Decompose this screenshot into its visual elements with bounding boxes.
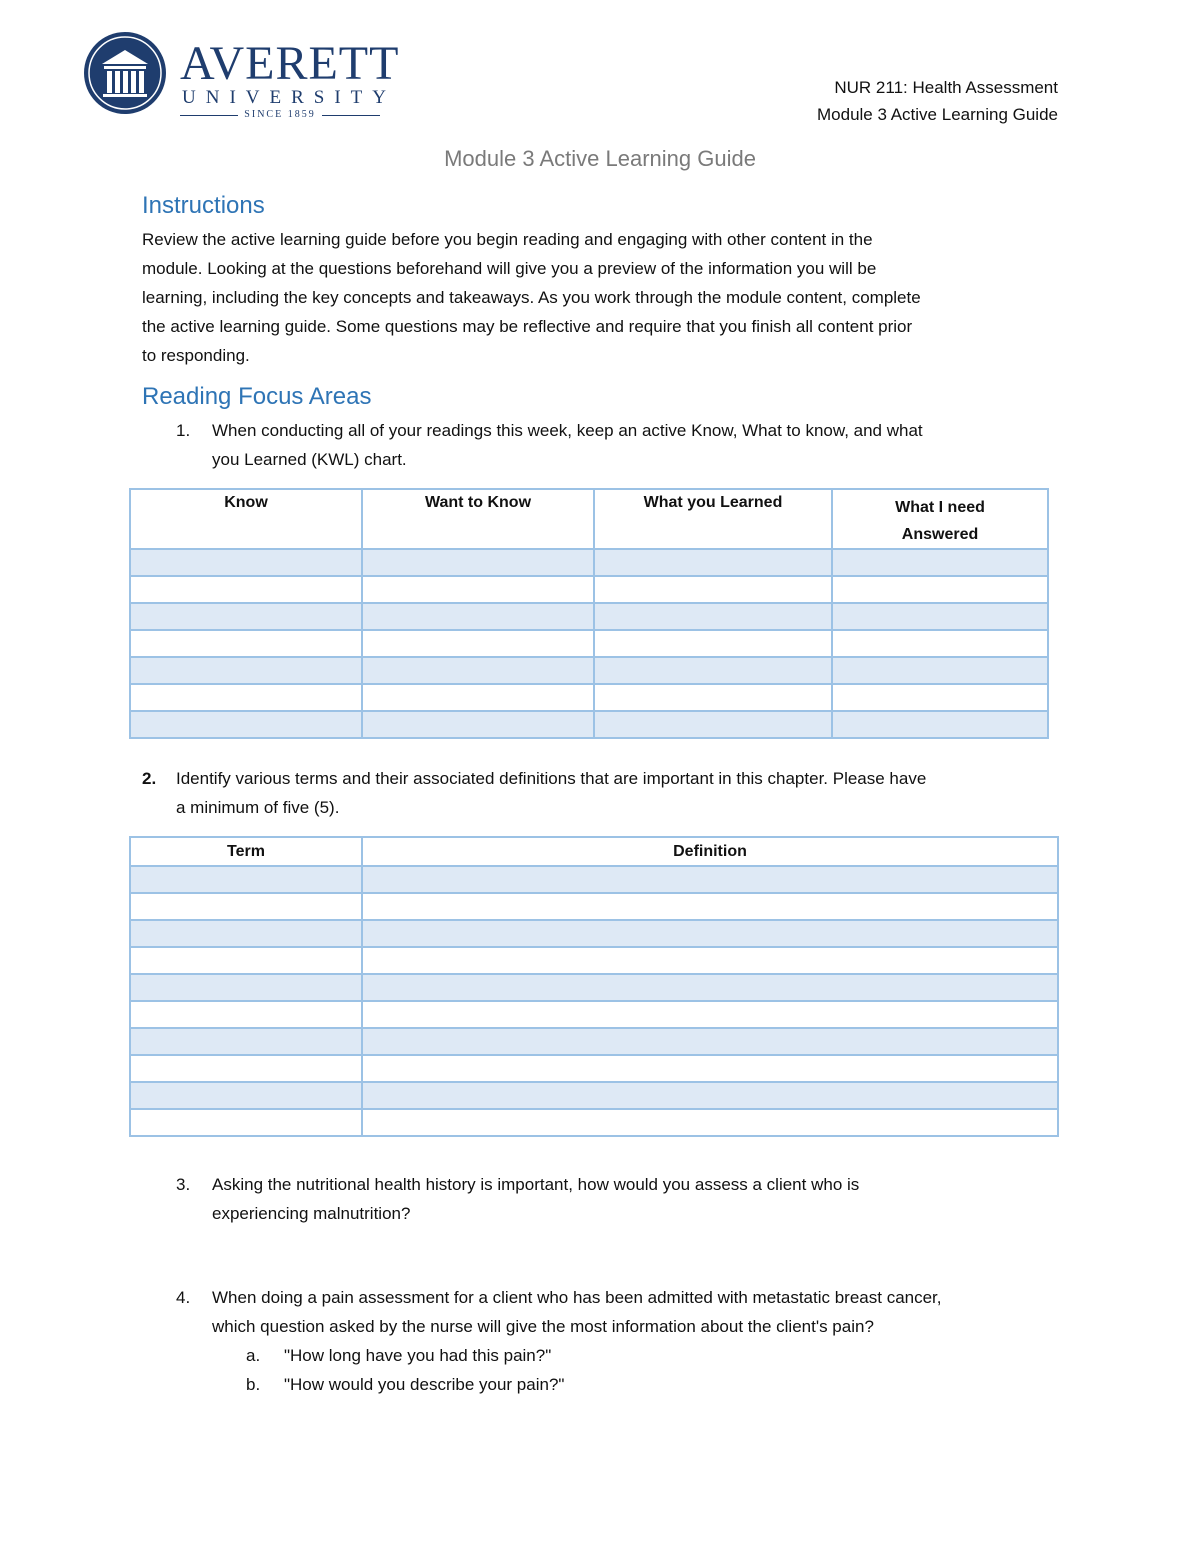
kwl-cell[interactable] (594, 603, 832, 630)
table-row (130, 549, 1048, 576)
table-row (130, 657, 1048, 684)
term-cell[interactable] (130, 920, 362, 947)
option-text: "How would you describe your pain?" (284, 1375, 565, 1394)
term-cell[interactable] (130, 1028, 362, 1055)
term-cell[interactable] (130, 1082, 362, 1109)
kwl-table (129, 488, 1049, 739)
kwl-cell[interactable] (362, 711, 594, 738)
answer-option-a[interactable] (212, 1341, 942, 1370)
kwl-cell[interactable] (130, 711, 362, 738)
answer-option-b[interactable] (212, 1370, 942, 1399)
definition-cell[interactable] (362, 866, 1058, 893)
definition-cell[interactable] (362, 1082, 1058, 1109)
question-4 (176, 1283, 1076, 1403)
table-row (130, 603, 1048, 630)
table-row (130, 1028, 1058, 1055)
kwl-cell[interactable] (130, 657, 362, 684)
kwl-cell[interactable] (130, 603, 362, 630)
question-number: 4. (176, 1288, 191, 1307)
instructions-line: Review the active learning guide before you begin reading and engaging with other content in the (142, 230, 873, 249)
terms-header-definition: Definition (362, 837, 1058, 866)
logo-wordmark: AVERETT (180, 37, 400, 90)
kwl-cell[interactable] (832, 549, 1048, 576)
question-line: Asking the nutritional health history is important, how would you assess a client who is (212, 1175, 860, 1194)
university-logo (82, 28, 400, 123)
definition-cell[interactable] (362, 1055, 1058, 1082)
instructions-line: to responding. (142, 346, 250, 365)
definition-cell[interactable] (362, 947, 1058, 974)
kwl-cell[interactable] (130, 576, 362, 603)
kwl-header-learned: What you Learned (594, 489, 832, 549)
question-number: 2. (142, 769, 157, 788)
definition-cell[interactable] (362, 1028, 1058, 1055)
kwl-header-know: Know (130, 489, 362, 549)
table-row (130, 1109, 1058, 1136)
kwl-cell[interactable] (362, 603, 594, 630)
definition-cell[interactable] (362, 974, 1058, 1001)
header-course: NUR 211: Health Assessment (834, 78, 1058, 97)
table-row (130, 866, 1058, 893)
kwl-cell[interactable] (832, 630, 1048, 657)
question-line: experiencing malnutrition? (212, 1204, 411, 1223)
term-cell[interactable] (130, 974, 362, 1001)
kwl-cell[interactable] (362, 630, 594, 657)
instructions-line: the active learning guide. Some questions may be reflective and require that you finish all content prior (142, 317, 913, 336)
kwl-cell[interactable] (832, 576, 1048, 603)
kwl-header-want: Want to Know (362, 489, 594, 549)
terms-table (129, 836, 1059, 1137)
kwl-cell[interactable] (130, 630, 362, 657)
term-cell[interactable] (130, 893, 362, 920)
table-row (130, 920, 1058, 947)
table-row (130, 893, 1058, 920)
kwl-cell[interactable] (594, 630, 832, 657)
question-line: which question asked by the nurse will give the most information about the client's pain? (212, 1317, 874, 1336)
kwl-cell[interactable] (362, 657, 594, 684)
definition-cell[interactable] (362, 920, 1058, 947)
definition-cell[interactable] (362, 1109, 1058, 1136)
logo-since: SINCE 1859 (180, 109, 380, 121)
kwl-cell[interactable] (594, 657, 832, 684)
kwl-cell[interactable] (594, 549, 832, 576)
option-letter: a. (246, 1346, 261, 1365)
table-row (130, 974, 1058, 1001)
question-number: 3. (176, 1175, 191, 1194)
question-line: a minimum of five (5). (176, 798, 340, 817)
pillars-seal-icon (82, 30, 168, 116)
table-row (130, 1001, 1058, 1028)
kwl-cell[interactable] (832, 603, 1048, 630)
instructions-paragraph (142, 225, 1062, 370)
kwl-cell[interactable] (832, 657, 1048, 684)
definition-cell[interactable] (362, 1001, 1058, 1028)
kwl-cell[interactable] (594, 684, 832, 711)
question-line: Identify various terms and their associated definitions that are important in this chapter. Please have (176, 769, 927, 788)
table-row (130, 947, 1058, 974)
table-row (130, 576, 1048, 603)
question-line: you Learned (KWL) chart. (212, 450, 407, 469)
table-row (130, 630, 1048, 657)
focus-heading: Reading Focus Areas (142, 383, 372, 410)
kwl-cell[interactable] (130, 684, 362, 711)
question-number: 1. (176, 421, 191, 440)
kwl-cell[interactable] (594, 576, 832, 603)
term-cell[interactable] (130, 947, 362, 974)
table-row (130, 684, 1048, 711)
kwl-header-need: What I need Answered (832, 489, 1048, 549)
header-guide: Module 3 Active Learning Guide (817, 105, 1058, 124)
kwl-cell[interactable] (832, 684, 1048, 711)
page-header (817, 74, 1058, 128)
instructions-heading: Instructions (142, 192, 265, 219)
term-cell[interactable] (130, 1055, 362, 1082)
definition-cell[interactable] (362, 893, 1058, 920)
instructions-line: learning, including the key concepts and takeaways. As you work through the module content, complete (142, 288, 921, 307)
table-row (130, 711, 1048, 738)
term-cell[interactable] (130, 1109, 362, 1136)
kwl-cell[interactable] (594, 711, 832, 738)
kwl-cell[interactable] (832, 711, 1048, 738)
document-title: Module 3 Active Learning Guide (444, 146, 756, 171)
question-line: When doing a pain assessment for a client who has been admitted with metastatic breast cancer, (212, 1288, 942, 1307)
option-text: "How long have you had this pain?" (284, 1346, 552, 1365)
kwl-cell[interactable] (362, 684, 594, 711)
terms-header-term: Term (130, 837, 362, 866)
term-cell[interactable] (130, 866, 362, 893)
kwl-cell[interactable] (362, 549, 594, 576)
table-row (130, 1055, 1058, 1082)
logo-subtitle: UNIVERSITY (182, 87, 396, 108)
option-letter: b. (246, 1375, 261, 1394)
kwl-cell[interactable] (130, 549, 362, 576)
kwl-cell[interactable] (362, 576, 594, 603)
table-row (130, 1082, 1058, 1109)
instructions-line: module. Looking at the questions beforehand will give you a preview of the information you will be (142, 259, 877, 278)
term-cell[interactable] (130, 1001, 362, 1028)
question-line: When conducting all of your readings this week, keep an active Know, What to know, and what (212, 421, 923, 440)
